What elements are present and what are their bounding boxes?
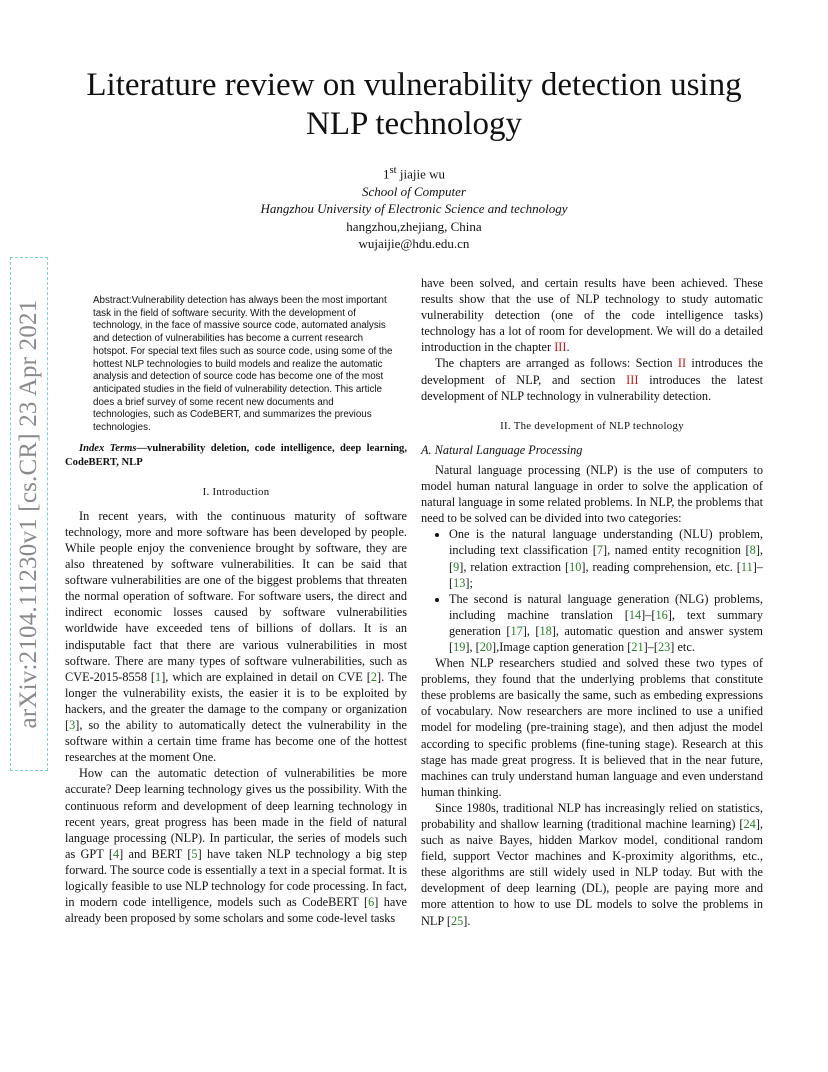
list-item-nlu: [449, 526, 763, 590]
right-paragraph-1: [421, 275, 763, 355]
citation-link[interactable]: 1: [155, 669, 162, 684]
author-name: [150, 162, 678, 183]
citation-link[interactable]: 6: [368, 895, 375, 910]
citation-link[interactable]: 7: [596, 543, 603, 558]
citation-link[interactable]: 10: [569, 559, 582, 574]
author-name-text: jiajie wu: [396, 166, 446, 182]
text-run: ], so the ability to automatically detect the vulnerability in the software within a certain time frame has become one of the hottest researches at the moment One.: [65, 718, 407, 765]
intro-paragraph-2: [65, 765, 407, 926]
text-run: .: [566, 340, 570, 355]
nlp-paragraph-2: [421, 655, 763, 800]
author-email: wujaijie@hdu.edu.cn: [358, 236, 470, 252]
text-run: ], such as naive Bayes, hidden Markov model, conditional random field, support Vector machines and K-proximity algorithms, etc., these algorithms are still widely used in NLP today. But with the development of deep learning (DL), people are paying more and more attention to how to use DL models to solve the problems in NLP [: [421, 817, 763, 928]
author-number-sup: st: [389, 164, 397, 176]
nlp-paragraph-3: [421, 800, 763, 929]
text-run: ] have taken NLP technology a big step forward. The source code is essentially a text in a special format. It is logically feasible to use NLP technology for code processing. In fact, in modern code intelligence, models such as CodeBERT [: [65, 846, 407, 910]
subsection-heading-nlp: A. Natural Language Processing: [421, 442, 583, 457]
text-run: ] etc.: [670, 639, 695, 654]
author-university: Hangzhou University of Electronic Science and technology: [260, 201, 568, 217]
left-column: [65, 275, 407, 926]
author-block: [150, 162, 678, 253]
text-run: ], [: [449, 543, 763, 574]
paper-title: Literature review on vulnerability detection using NLP technology: [86, 67, 742, 142]
text-run: ];: [465, 575, 473, 590]
index-terms-text: —vulnerability deletion, code intelligence, deep learning, CodeBERT, NLP: [65, 442, 407, 468]
section-ref-link[interactable]: II: [677, 356, 687, 371]
citation-link[interactable]: 9: [453, 559, 460, 574]
abstract: Abstract:Vulnerability detection has always been the most important task in the field of software security. With the development of technology, in the face of massive source code, automated analysis and detection of vulnerabilities has become a current research hotspot. For special text files such as source code, using some of the hottest NLP technologies to build models and realize the automatic analysis and detection of source code has become one of the most anticipated studies in the field of vulnerability detection. This article does a brief survey of some recent new documents and technologies, such as CodeBERT, and summarizes the previous technologies.: [93, 295, 393, 434]
text-run: introduces the latest development of NLP technology in vulnerability detection.: [421, 372, 763, 403]
citation-link[interactable]: 18: [539, 623, 552, 638]
text-run: ], automatic question and answer system [: [449, 623, 763, 654]
citation-link[interactable]: 2: [370, 669, 377, 684]
right-paragraph-2: [421, 355, 763, 403]
text-run: ], [: [465, 639, 480, 654]
text-run: ].: [463, 913, 471, 928]
nlp-paragraph-1: [421, 462, 763, 526]
citation-link[interactable]: 11: [740, 559, 753, 574]
author-location: hangzhou,zhejiang, China: [346, 218, 482, 234]
text-run: ], text summary generation [: [449, 607, 764, 638]
citation-link[interactable]: 23: [658, 639, 671, 654]
citation-link[interactable]: 17: [510, 623, 523, 638]
right-column: [421, 275, 763, 929]
text-run: ], relation extraction [: [459, 559, 570, 574]
citation-link[interactable]: 3: [69, 718, 76, 733]
text-run: When NLP researchers studied and solved these two types of problems, they found that the underlying problems that constitute these problems are basically the same, such as embeding expressions of vocabulary. Now researchers are more inclined to use a unified model for modeling (pre-training stage), and then adjust the model according to specific problems (fine-tuning stage). Research at this stage has made great progress. It is believed that in the near future, machines can truly understand human language and even understand human thinking.: [421, 656, 763, 799]
text-run: ]–[: [643, 639, 658, 654]
citation-link[interactable]: 13: [453, 575, 466, 590]
list-item-nlg: [449, 591, 763, 655]
text-run: introduces the development of NLP, and section: [421, 356, 763, 387]
text-run: ], reading comprehension, etc. [: [581, 559, 741, 574]
section-heading-nlp-development: II. The development of NLP technology: [500, 419, 684, 432]
intro-paragraph-1: [65, 508, 407, 766]
text-run: have been solved, and certain results have been achieved. These results show that the use of NLP technology to study automatic vulnerability detection (one of the code intelligence tasks) technology has a lot of room for development. We will do a detailed introduction in the chapter: [421, 276, 763, 355]
index-terms-label: Index Terms: [79, 442, 137, 454]
text-run: The second is natural language generation (NLG) problems, including machine translation [: [449, 591, 763, 622]
author-dept: School of Computer: [362, 183, 466, 199]
section-heading-introduction: I. Introduction: [202, 485, 270, 498]
text-run: ]–[: [641, 607, 656, 622]
text-run: ], named entity recognition [: [602, 543, 750, 558]
citation-link[interactable]: 5: [191, 846, 198, 861]
text-run: ] and BERT [: [119, 846, 192, 861]
citation-link[interactable]: 19: [453, 639, 466, 654]
text-run: ] have already been proposed by some scholars and some code-level tasks: [65, 895, 407, 926]
text-run: ], which are explained in detail on CVE [: [161, 669, 371, 684]
citation-link[interactable]: 20: [479, 639, 493, 654]
text-run: ], [: [522, 623, 540, 638]
text-run: Natural language processing (NLP) is the use of computers to model human natural language in order to solve the application of natural language in some related problems. In NLP, the problems that need to be solved can be divided into two categories:: [421, 462, 763, 526]
nlp-problem-list: [421, 526, 763, 655]
citation-link[interactable]: 16: [655, 607, 668, 622]
arxiv-stamp: [11, 258, 47, 770]
citation-link[interactable]: 25: [450, 913, 464, 928]
text-run: The chapters are arranged as follows: Section: [435, 356, 678, 371]
section-ref-link[interactable]: III: [554, 340, 567, 355]
citation-link[interactable]: 8: [749, 543, 756, 558]
index-terms: [65, 442, 407, 470]
citation-link[interactable]: 24: [743, 817, 756, 831]
text-run: ]. The longer the vulnerability exists, the easier it is to be exploited by hackers, and the greater the damage to the company or organization [: [65, 669, 407, 733]
arxiv-id-text: arXiv:2104.11230v1 [cs.CR] 23 Apr 2021: [15, 299, 42, 729]
citation-link[interactable]: 21: [631, 639, 644, 654]
section-ref-link[interactable]: III: [626, 372, 639, 387]
author-number: 1: [382, 166, 390, 182]
text-run: Since 1980s, traditional NLP has increasingly relied on statistics, probability and shallow learning (traditional machine learning) [: [421, 800, 763, 831]
citation-link[interactable]: 4: [112, 846, 120, 861]
text-run: One is the natural language understanding (NLU) problem, including text classification [: [449, 527, 763, 558]
text-run: ]–[: [449, 559, 763, 590]
text-run: In recent years, with the continuous maturity of software technology, more and more software has been developed by people. While people enjoy the convenience brought by software, they are also threatened by software vulnerabilities. It can be said that software vulnerabilities are one of the biggest problems that threaten the normal operation of software. For software users, the direct and indirect economic losses caused by software vulnerabilities worldwide have exceeded tens of billions of dollars. It is an indisputable fact that there are various vulnerabilities in most software. There are many types of software vulnerabilities, such as CVE-2015-8558 [: [65, 508, 407, 684]
citation-link[interactable]: 14: [628, 607, 642, 622]
text-run: ],Image caption generation [: [492, 639, 632, 654]
text-run: How can the automatic detection of vulnerabilities be more accurate? Deep learning technology gives us the possibility. With the continuous reform and development of deep learning technology in recent years, great progress has been made in the field of natural language processing (NLP). In particular, the series of models such as GPT [: [65, 766, 407, 861]
